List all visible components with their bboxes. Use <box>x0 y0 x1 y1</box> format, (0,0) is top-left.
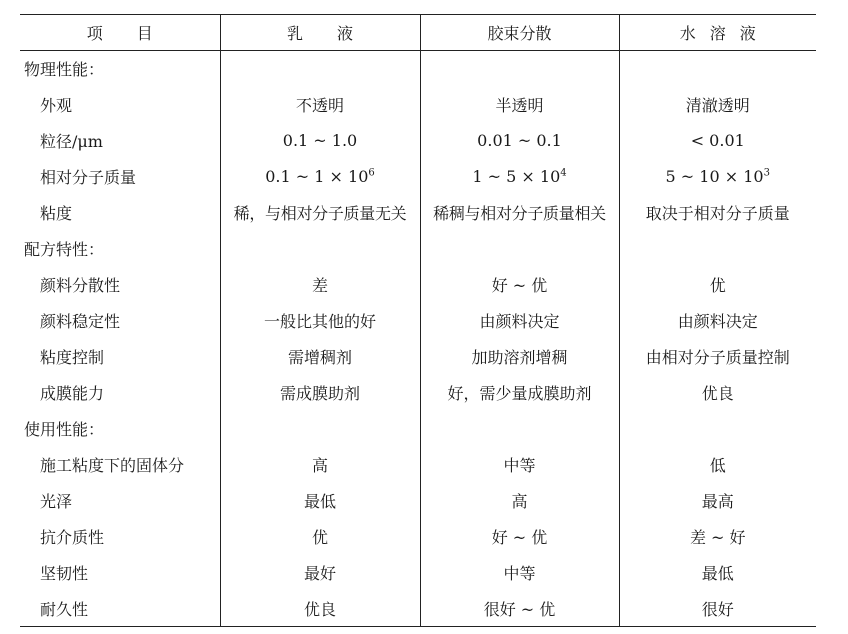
section-row-usage <box>20 411 816 447</box>
table-row <box>20 195 816 231</box>
cell-emulsion: 需成膜助剂 <box>220 375 420 411</box>
row-label: 光泽 <box>40 492 73 511</box>
cell-emulsion: 差 <box>220 267 420 303</box>
row-label: 外观 <box>40 96 73 115</box>
row-label: 粒径/μm <box>40 132 103 151</box>
cell-emulsion: 不透明 <box>220 87 420 123</box>
row-label: 成膜能力 <box>40 384 105 403</box>
cell-colloidal: 好 ~ 优 <box>420 519 619 555</box>
row-label: 粘度 <box>40 204 73 223</box>
row-label: 粘度控制 <box>40 348 105 367</box>
table-header-row <box>20 15 816 51</box>
cell-solution: 5 ~ $10 \times 10^3$ <box>619 159 816 195</box>
table-row <box>20 267 816 303</box>
cell-colloidal: 好，需少量成膜助剂 <box>420 375 619 411</box>
cell-solution: 最低 <box>619 555 816 591</box>
row-label: 耐久性 <box>20 591 220 627</box>
table-row <box>20 483 816 519</box>
cell-colloidal: 0.01 ~ 0.1 <box>420 123 619 159</box>
section-row-formulation <box>20 231 816 267</box>
cell-emulsion: 需增稠剂 <box>220 339 420 375</box>
cell-colloidal: 1 ~ $5 \times 10^4$ <box>420 159 619 195</box>
header-emulsion: 乳 液 <box>220 15 420 51</box>
row-label: 施工粘度下的固体分 <box>40 456 185 475</box>
table-row <box>20 447 816 483</box>
cell-emulsion: 一般比其他的好 <box>220 303 420 339</box>
cell-emulsion: 0.1 ~ 1.0 <box>220 123 420 159</box>
cell-colloidal: 好 ~ 优 <box>420 267 619 303</box>
table-row <box>20 555 816 591</box>
cell-colloidal: 中等 <box>420 447 619 483</box>
table-row <box>20 591 816 627</box>
header-solution: 水 溶 液 <box>619 15 816 51</box>
row-label: 坚韧性 <box>40 564 89 583</box>
table-row <box>20 123 816 159</box>
cell-emulsion: 最好 <box>220 555 420 591</box>
cell-emulsion: 优良 <box>220 591 420 627</box>
cell-solution: 优良 <box>619 375 816 411</box>
cell-colloidal: 加助溶剂增稠 <box>420 339 619 375</box>
section-row-physical <box>20 51 816 87</box>
header-colloidal: 胶束分散 <box>420 15 619 51</box>
cell-solution: 由相对分子质量控制 <box>619 339 816 375</box>
cell-colloidal: 半透明 <box>420 87 619 123</box>
cell-solution: 由颜料决定 <box>619 303 816 339</box>
cell-colloidal: 高 <box>420 483 619 519</box>
cell-emulsion: 优 <box>220 519 420 555</box>
cell-solution: 取决于相对分子质量 <box>619 195 816 231</box>
table-row <box>20 303 816 339</box>
cell-solution: 优 <box>619 267 816 303</box>
row-label: 颜料稳定性 <box>40 312 121 331</box>
cell-solution: 差 ~ 好 <box>619 519 816 555</box>
section-title: 物理性能： <box>24 60 105 80</box>
cell-emulsion: 0.1 ~ $1 \times 10^6$ <box>220 159 420 195</box>
cell-emulsion: 稀，与相对分子质量无关 <box>220 195 420 231</box>
row-label: 相对分子质量 <box>40 168 137 187</box>
cell-emulsion: 高 <box>220 447 420 483</box>
cell-solution: 很好 <box>619 591 816 627</box>
cell-colloidal: 由颜料决定 <box>420 303 619 339</box>
comparison-table-container <box>20 14 816 627</box>
table-row <box>20 159 816 195</box>
cell-solution: 低 <box>619 447 816 483</box>
cell-emulsion: 最低 <box>220 483 420 519</box>
section-title: 使用性能： <box>24 420 105 439</box>
table-row <box>20 375 816 411</box>
row-label: 颜料分散性 <box>40 276 121 295</box>
cell-colloidal: 很好 ~ 优 <box>420 591 619 627</box>
cell-solution: 最高 <box>619 483 816 519</box>
table-row <box>20 519 816 555</box>
section-title: 配方特性： <box>24 240 105 259</box>
cell-colloidal: 稀稠与相对分子质量相关 <box>420 195 619 231</box>
cell-solution: < 0.01 <box>619 123 816 159</box>
comparison-table <box>20 14 816 627</box>
table-row <box>20 87 816 123</box>
header-item: 项 目 <box>20 15 220 51</box>
cell-colloidal: 中等 <box>420 555 619 591</box>
table-row <box>20 339 816 375</box>
cell-solution: 清澈透明 <box>619 87 816 123</box>
row-label: 抗介质性 <box>40 528 105 547</box>
